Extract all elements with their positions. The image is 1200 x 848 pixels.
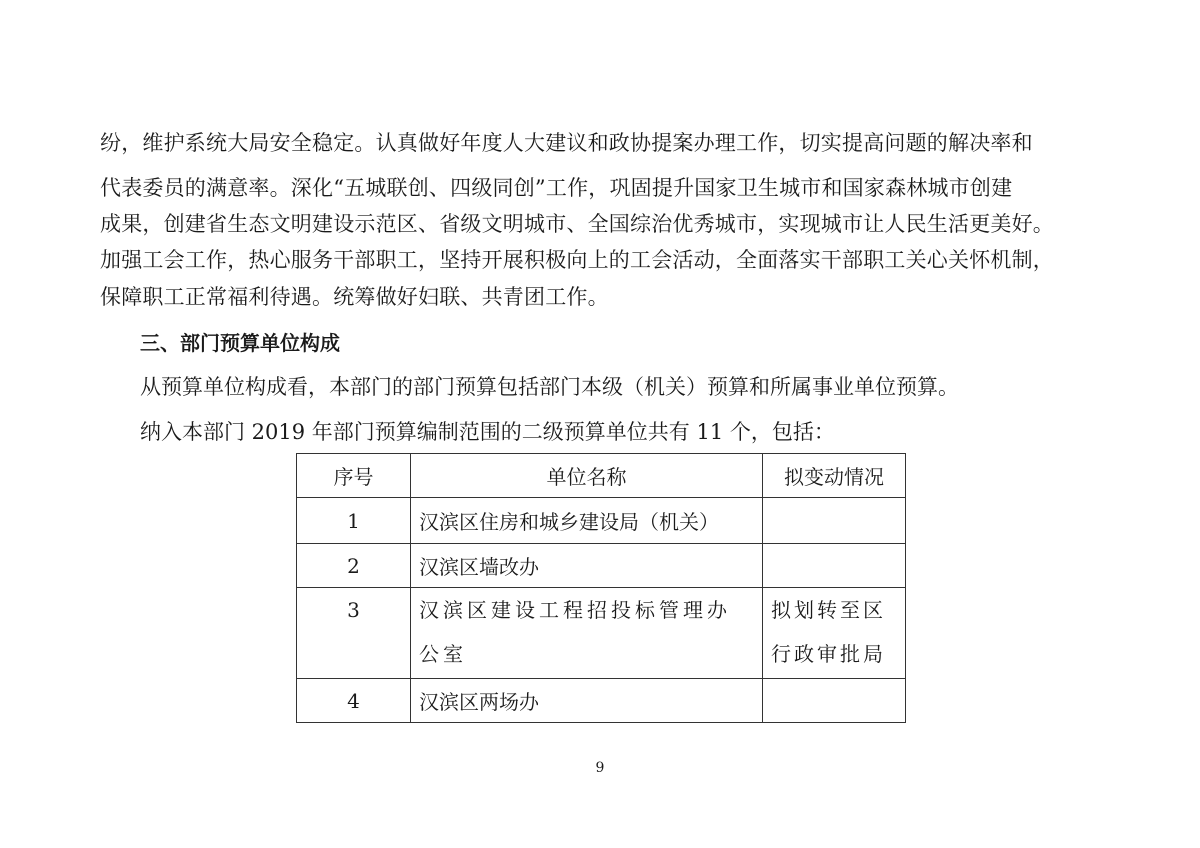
budget-units-intro: 纳入本部门 2019 年部门预算编制范围的二级预算单位共有 11 个，包括： [140, 420, 835, 444]
cell-unit-name: 汉滨区墙改办 [411, 544, 763, 588]
paragraph-line-2: 代表委员的满意率。深化“五城联创、四级同创”工作，巩固提升国家卫生城市和国家森林城市创建 [100, 176, 1013, 200]
header-no: 序号 [297, 454, 411, 498]
paragraph-line-3: 成果，创建省生态文明建设示范区、省级文明城市、全国综治优秀城市，实现城市让人民生活更美好。 [100, 212, 1054, 236]
cell-unit-name: 汉滨区建设工程招投标管理办公室 [411, 588, 763, 679]
table-row [297, 544, 906, 588]
cell-change [763, 544, 906, 588]
cell-change [763, 679, 906, 723]
cell-no: 1 [297, 498, 411, 544]
budget-units-table [296, 453, 906, 723]
paragraph-line-1: 纷，维护系统大局安全稳定。认真做好年度人大建议和政协提案办理工作，切实提高问题的解决率和 [100, 131, 1033, 155]
page-number: 9 [595, 760, 605, 776]
table-row [297, 498, 906, 544]
section-heading: 三、部门预算单位构成 [140, 331, 340, 355]
header-unit-name: 单位名称 [411, 454, 763, 498]
cell-unit-name: 汉滨区住房和城乡建设局（机关） [411, 498, 763, 544]
budget-composition-paragraph: 从预算单位构成看，本部门的部门预算包括部门本级（机关）预算和所属事业单位预算。 [140, 375, 959, 399]
cell-no: 3 [297, 588, 411, 679]
paragraph-line-5: 保障职工正常福利待遇。统筹做好妇联、共青团工作。 [100, 285, 609, 309]
table-row [297, 679, 906, 723]
cell-no: 2 [297, 544, 411, 588]
cell-change: 拟划转至区行政审批局 [763, 588, 906, 679]
table-header-row [297, 454, 906, 498]
paragraph-line-4: 加强工会工作，热心服务干部职工，坚持开展积极向上的工会活动，全面落实干部职工关心关怀机制， [100, 248, 1054, 272]
cell-change [763, 498, 906, 544]
header-change: 拟变动情况 [763, 454, 906, 498]
cell-unit-name: 汉滨区两场办 [411, 679, 763, 723]
cell-no: 4 [297, 679, 411, 723]
table-row [297, 588, 906, 679]
